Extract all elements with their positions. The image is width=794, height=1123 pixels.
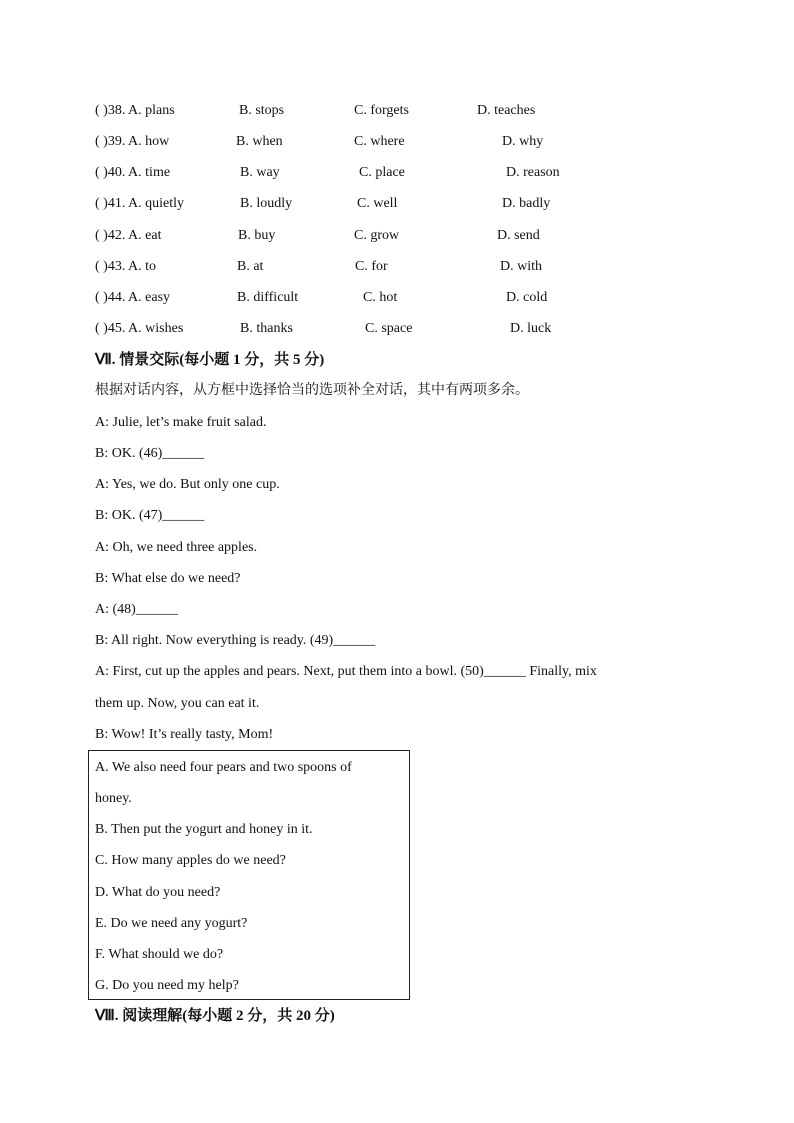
mc-option-a: ( )41. A. quietly <box>95 196 185 211</box>
dialogue-line: A: First, cut up the apples and pears. Next, put them into a bowl. (50)______ Finally, mix <box>95 664 597 679</box>
mc-option-d: D. send <box>497 228 540 243</box>
dialogue-line: B: All right. Now everything is ready. (49)______ <box>95 633 376 648</box>
option-e: E. Do we need any yogurt? <box>95 916 248 931</box>
option-b: B. Then put the yogurt and honey in it. <box>95 822 313 837</box>
mc-row-44 <box>95 289 735 307</box>
dialogue-line: A: (48)______ <box>95 602 178 617</box>
mc-option-d: D. reason <box>506 165 560 180</box>
mc-row-38 <box>95 102 735 120</box>
mc-option-a: ( )38. A. plans <box>95 103 175 118</box>
dialogue-line: A: Julie, let’s make fruit salad. <box>95 415 267 430</box>
section-7-instruction: 根据对话内容，从方框中选择恰当的选项补全对话，其中有两项多余。 <box>95 383 529 398</box>
section-8-number: Ⅷ. <box>95 1008 119 1024</box>
section-7-number: Ⅶ. <box>95 352 116 368</box>
mc-option-c: C. space <box>365 321 413 336</box>
mc-option-c: C. well <box>357 196 398 211</box>
mc-option-a: ( )43. A. to <box>95 259 157 274</box>
section-7-heading <box>95 351 324 369</box>
mc-row-42 <box>95 227 735 245</box>
mc-option-d: D. teaches <box>477 103 536 118</box>
mc-option-b: B. thanks <box>240 321 293 336</box>
mc-option-d: D. why <box>502 134 544 149</box>
dialogue-line: A: Yes, we do. But only one cup. <box>95 477 280 492</box>
mc-option-b: B. buy <box>238 228 276 243</box>
option-f: F. What should we do? <box>95 947 224 962</box>
dialogue-line: B: OK. (46)______ <box>95 446 205 461</box>
section-8-heading <box>95 1007 335 1025</box>
section-8-title: 阅读理解(每小题 2 分，共 20 分) <box>118 1008 335 1024</box>
dialogue-line: A: Oh, we need three apples. <box>95 540 258 555</box>
mc-option-d: D. luck <box>510 321 552 336</box>
mc-option-d: D. badly <box>502 196 551 211</box>
mc-option-a: ( )44. A. easy <box>95 290 171 305</box>
mc-option-c: C. hot <box>363 290 398 305</box>
dialogue-line: them up. Now, you can eat it. <box>95 696 260 711</box>
options-box <box>88 750 410 1000</box>
mc-option-c: C. for <box>355 259 388 274</box>
mc-option-d: D. cold <box>506 290 548 305</box>
mc-option-b: B. way <box>240 165 280 180</box>
mc-option-a: ( )39. A. how <box>95 134 170 149</box>
mc-option-c: C. grow <box>354 228 400 243</box>
option-a: A. We also need four pears and two spoons of <box>95 760 352 775</box>
mc-option-a: ( )42. A. eat <box>95 228 162 243</box>
mc-option-b: B. stops <box>239 103 285 118</box>
mc-option-a: ( )45. A. wishes <box>95 321 184 336</box>
mc-option-c: C. forgets <box>354 103 409 118</box>
dialogue-line: B: OK. (47)______ <box>95 508 205 523</box>
option-c: C. How many apples do we need? <box>95 853 286 868</box>
mc-row-39 <box>95 133 735 151</box>
mc-option-d: D. with <box>500 259 542 274</box>
mc-option-b: B. difficult <box>237 290 299 305</box>
mc-row-41 <box>95 195 735 213</box>
mc-row-43 <box>95 258 735 276</box>
mc-option-c: C. where <box>354 134 405 149</box>
option-a-continued: honey. <box>95 791 132 806</box>
mc-option-c: C. place <box>359 165 405 180</box>
mc-row-45 <box>95 320 735 338</box>
dialogue-line: B: What else do we need? <box>95 571 241 586</box>
option-g: G. Do you need my help? <box>95 978 239 993</box>
dialogue-line: B: Wow! It’s really tasty, Mom! <box>95 727 274 742</box>
mc-option-b: B. at <box>237 259 264 274</box>
mc-option-b: B. when <box>236 134 283 149</box>
option-d: D. What do you need? <box>95 885 221 900</box>
section-7-title: 情景交际(每小题 1 分，共 5 分) <box>115 352 325 368</box>
mc-option-a: ( )40. A. time <box>95 165 171 180</box>
mc-option-b: B. loudly <box>240 196 293 211</box>
mc-row-40 <box>95 164 735 182</box>
